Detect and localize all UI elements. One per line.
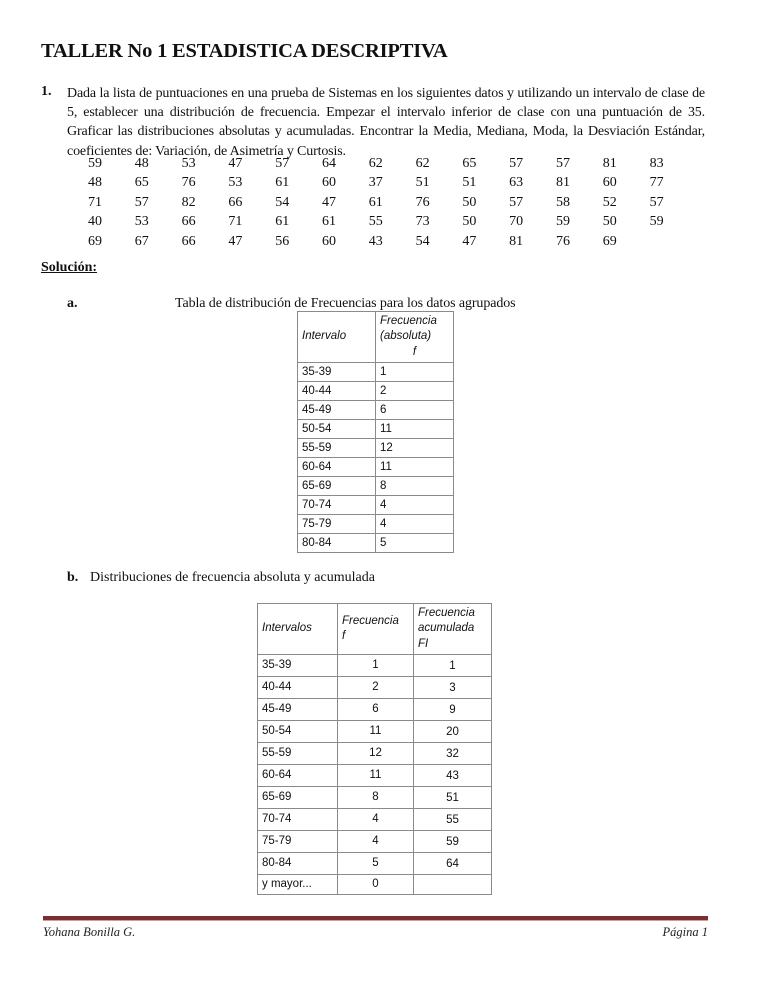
table-row — [298, 439, 454, 458]
question-text: Dada la lista de puntuaciones en una prueba de Sistemas en los siguientes datos y utilizando un intervalo de clase de 5, establecer una distribución de frecuencia. Empezar el intervalo inferior de clase con una puntuación de 35. Graficar las distribuciones absolutas y acumuladas. Encontrar la Media, Mediana, Moda, la Desviación Estándar, coeficientes de: Variación, de Asimetría y Curtosis. — [67, 86, 705, 159]
table-row — [298, 382, 454, 401]
frequency-table-grouped — [297, 311, 454, 553]
data-value: 61 — [368, 194, 383, 210]
table-row — [258, 787, 492, 809]
cumulative-frequency-cell: 55 — [414, 809, 492, 831]
interval-cell: 40-44 — [258, 677, 338, 699]
data-value: 67 — [134, 233, 149, 249]
frequency-cell: 11 — [376, 420, 454, 439]
data-row — [88, 154, 696, 173]
interval-cell: 70-74 — [298, 496, 376, 515]
frequency-cell: 4 — [376, 496, 454, 515]
data-value: 53 — [181, 156, 196, 171]
table-header-row — [298, 312, 454, 363]
table-row — [298, 534, 454, 553]
interval-cell: 45-49 — [258, 699, 338, 721]
table-row — [258, 743, 492, 765]
data-value: 64 — [321, 156, 336, 171]
interval-cell: 80-84 — [258, 853, 338, 875]
interval-cell: 50-54 — [258, 721, 338, 743]
header-line: (absoluta) — [380, 330, 432, 343]
data-value: 70 — [509, 214, 524, 230]
cumulative-frequency-cell: 9 — [414, 699, 492, 721]
data-value: 71 — [228, 214, 243, 230]
data-value: 51 — [415, 175, 430, 191]
table-header-row — [258, 604, 492, 655]
part-a-caption: Tabla de distribución de Frecuencias para los datos agrupados — [175, 296, 516, 311]
table-row — [258, 721, 492, 743]
interval-cell: 65-69 — [258, 787, 338, 809]
cumulative-frequency-cell: 51 — [414, 787, 492, 809]
data-row — [88, 212, 696, 231]
table-row — [298, 477, 454, 496]
table-row — [298, 420, 454, 439]
frequency-cell: 12 — [338, 743, 414, 765]
data-value: 47 — [228, 233, 243, 249]
frequency-cell: 6 — [338, 699, 414, 721]
data-value: 47 — [228, 156, 243, 171]
interval-cell: 75-79 — [258, 831, 338, 853]
data-value: 83 — [649, 156, 664, 171]
interval-cell: 80-84 — [298, 534, 376, 553]
table-row — [298, 515, 454, 534]
interval-cell: 75-79 — [298, 515, 376, 534]
footer-divider — [43, 916, 708, 920]
data-value: 59 — [649, 214, 664, 230]
data-value: 77 — [649, 175, 664, 191]
data-value: 48 — [88, 175, 102, 191]
table-row — [298, 363, 454, 382]
data-value: 60 — [602, 175, 617, 191]
data-value: 53 — [134, 214, 149, 230]
page-title: TALLER No 1 ESTADISTICA DESCRIPTIVA — [41, 40, 448, 62]
data-value: 65 — [134, 175, 149, 191]
cumulative-frequency-cell — [414, 875, 492, 895]
frequency-cell: 5 — [338, 853, 414, 875]
cumulative-frequency-cell: 43 — [414, 765, 492, 787]
data-value: 47 — [321, 194, 336, 210]
header-frequency — [338, 604, 414, 655]
header-cumulative-frequency — [414, 604, 492, 655]
frequency-cell: 1 — [338, 655, 414, 677]
footer-author: Yohana Bonilla G. — [43, 925, 136, 939]
interval-cell: 55-59 — [298, 439, 376, 458]
data-value: 76 — [415, 194, 430, 210]
data-value: 57 — [649, 194, 664, 210]
data-value: 60 — [321, 175, 336, 191]
data-value: 81 — [602, 156, 617, 171]
frequency-cell: 11 — [338, 765, 414, 787]
header-line: Frecuencia — [418, 606, 475, 619]
frequency-cell: 2 — [376, 382, 454, 401]
interval-cell: 35-39 — [298, 363, 376, 382]
frequency-cell: 12 — [376, 439, 454, 458]
question-number: 1. — [41, 84, 52, 99]
cumulative-frequency-cell: 20 — [414, 721, 492, 743]
interval-cell: 60-64 — [298, 458, 376, 477]
interval-cell: 70-74 — [258, 809, 338, 831]
cumulative-frequency-cell: 64 — [414, 853, 492, 875]
data-value: 59 — [555, 214, 570, 230]
table-row — [258, 699, 492, 721]
data-value: 47 — [462, 233, 477, 249]
cumulative-frequency-cell: 3 — [414, 677, 492, 699]
data-value: 69 — [602, 233, 617, 249]
data-row — [88, 193, 696, 212]
header-line: acumulada — [418, 622, 475, 635]
data-value: 57 — [509, 194, 524, 210]
data-value: 57 — [275, 156, 290, 171]
table-row — [258, 831, 492, 853]
table-row — [298, 458, 454, 477]
data-value: 56 — [275, 233, 290, 249]
data-value: 62 — [415, 156, 430, 171]
data-value: 37 — [368, 175, 383, 191]
data-value: 43 — [368, 233, 383, 249]
frequency-cell: 6 — [376, 401, 454, 420]
data-value: 40 — [88, 214, 102, 230]
data-value: 59 — [88, 156, 102, 171]
header-interval: Intervalo — [298, 312, 376, 363]
cumulative-frequency-cell: 59 — [414, 831, 492, 853]
part-a-label: a. — [67, 296, 78, 311]
interval-cell: 40-44 — [298, 382, 376, 401]
table-row — [258, 765, 492, 787]
data-value: 57 — [555, 156, 570, 171]
data-value: 54 — [275, 194, 290, 210]
data-value: 54 — [415, 233, 430, 249]
table-row — [258, 875, 492, 895]
interval-cell: 50-54 — [298, 420, 376, 439]
data-value: 66 — [181, 233, 196, 249]
data-value: 76 — [181, 175, 196, 191]
header-symbol: f — [342, 630, 346, 642]
data-row — [88, 232, 696, 251]
data-row — [88, 173, 696, 192]
header-frequency-absolute — [376, 312, 454, 363]
frequency-cell: 8 — [376, 477, 454, 496]
interval-cell: 65-69 — [298, 477, 376, 496]
cumulative-frequency-cell: 32 — [414, 743, 492, 765]
frequency-cell: 8 — [338, 787, 414, 809]
data-value: 69 — [88, 233, 102, 249]
table-row — [258, 655, 492, 677]
interval-cell: y mayor... — [258, 875, 338, 895]
data-value: 57 — [509, 156, 524, 171]
data-value: 73 — [415, 214, 430, 230]
data-value: 61 — [275, 175, 290, 191]
table-row — [298, 496, 454, 515]
data-value: 81 — [509, 233, 524, 249]
frequency-cell: 11 — [338, 721, 414, 743]
frequency-cell: 11 — [376, 458, 454, 477]
data-value: 60 — [321, 233, 336, 249]
data-value: 48 — [134, 156, 149, 171]
data-value: 50 — [462, 214, 477, 230]
frequency-table-cumulative — [257, 603, 492, 895]
data-value: 82 — [181, 194, 196, 210]
data-value: 71 — [88, 194, 102, 210]
data-value: 63 — [509, 175, 524, 191]
frequency-cell: 1 — [376, 363, 454, 382]
data-value: 58 — [555, 194, 570, 210]
header-symbol: FI — [418, 637, 429, 650]
data-value: 65 — [462, 156, 477, 171]
data-value: 81 — [555, 175, 570, 191]
data-value: 57 — [134, 194, 149, 210]
data-value: 55 — [368, 214, 383, 230]
data-value: 52 — [602, 194, 617, 210]
cumulative-frequency-cell: 1 — [414, 655, 492, 677]
table-row — [258, 809, 492, 831]
interval-cell: 35-39 — [258, 655, 338, 677]
frequency-cell: 0 — [338, 875, 414, 895]
data-value: 50 — [602, 214, 617, 230]
data-value: 66 — [228, 194, 243, 210]
data-value: 51 — [462, 175, 477, 191]
data-value: 61 — [321, 214, 336, 230]
table-row — [258, 677, 492, 699]
score-data-grid — [88, 154, 696, 251]
data-value: 61 — [275, 214, 290, 230]
data-value: 53 — [228, 175, 243, 191]
interval-cell: 60-64 — [258, 765, 338, 787]
table-row — [258, 853, 492, 875]
data-value: 50 — [462, 194, 477, 210]
interval-cell: 45-49 — [298, 401, 376, 420]
data-value: 62 — [368, 156, 383, 171]
frequency-cell: 5 — [376, 534, 454, 553]
header-symbol: f — [412, 345, 417, 358]
data-value: 66 — [181, 214, 196, 230]
header-line: Frecuencia — [380, 314, 437, 327]
data-value: 76 — [555, 233, 570, 249]
header-intervals: Intervalos — [258, 604, 338, 655]
frequency-cell: 4 — [376, 515, 454, 534]
table-row — [298, 401, 454, 420]
footer-page-number: Página 1 — [662, 925, 708, 939]
header-line: Frecuencia — [342, 614, 399, 627]
part-b-caption: Distribuciones de frecuencia absoluta y acumulada — [90, 570, 375, 585]
frequency-cell: 4 — [338, 831, 414, 853]
frequency-cell: 2 — [338, 677, 414, 699]
part-b-label: b. — [67, 570, 79, 585]
frequency-cell: 4 — [338, 809, 414, 831]
solution-heading: Solución: — [41, 260, 98, 275]
interval-cell: 55-59 — [258, 743, 338, 765]
